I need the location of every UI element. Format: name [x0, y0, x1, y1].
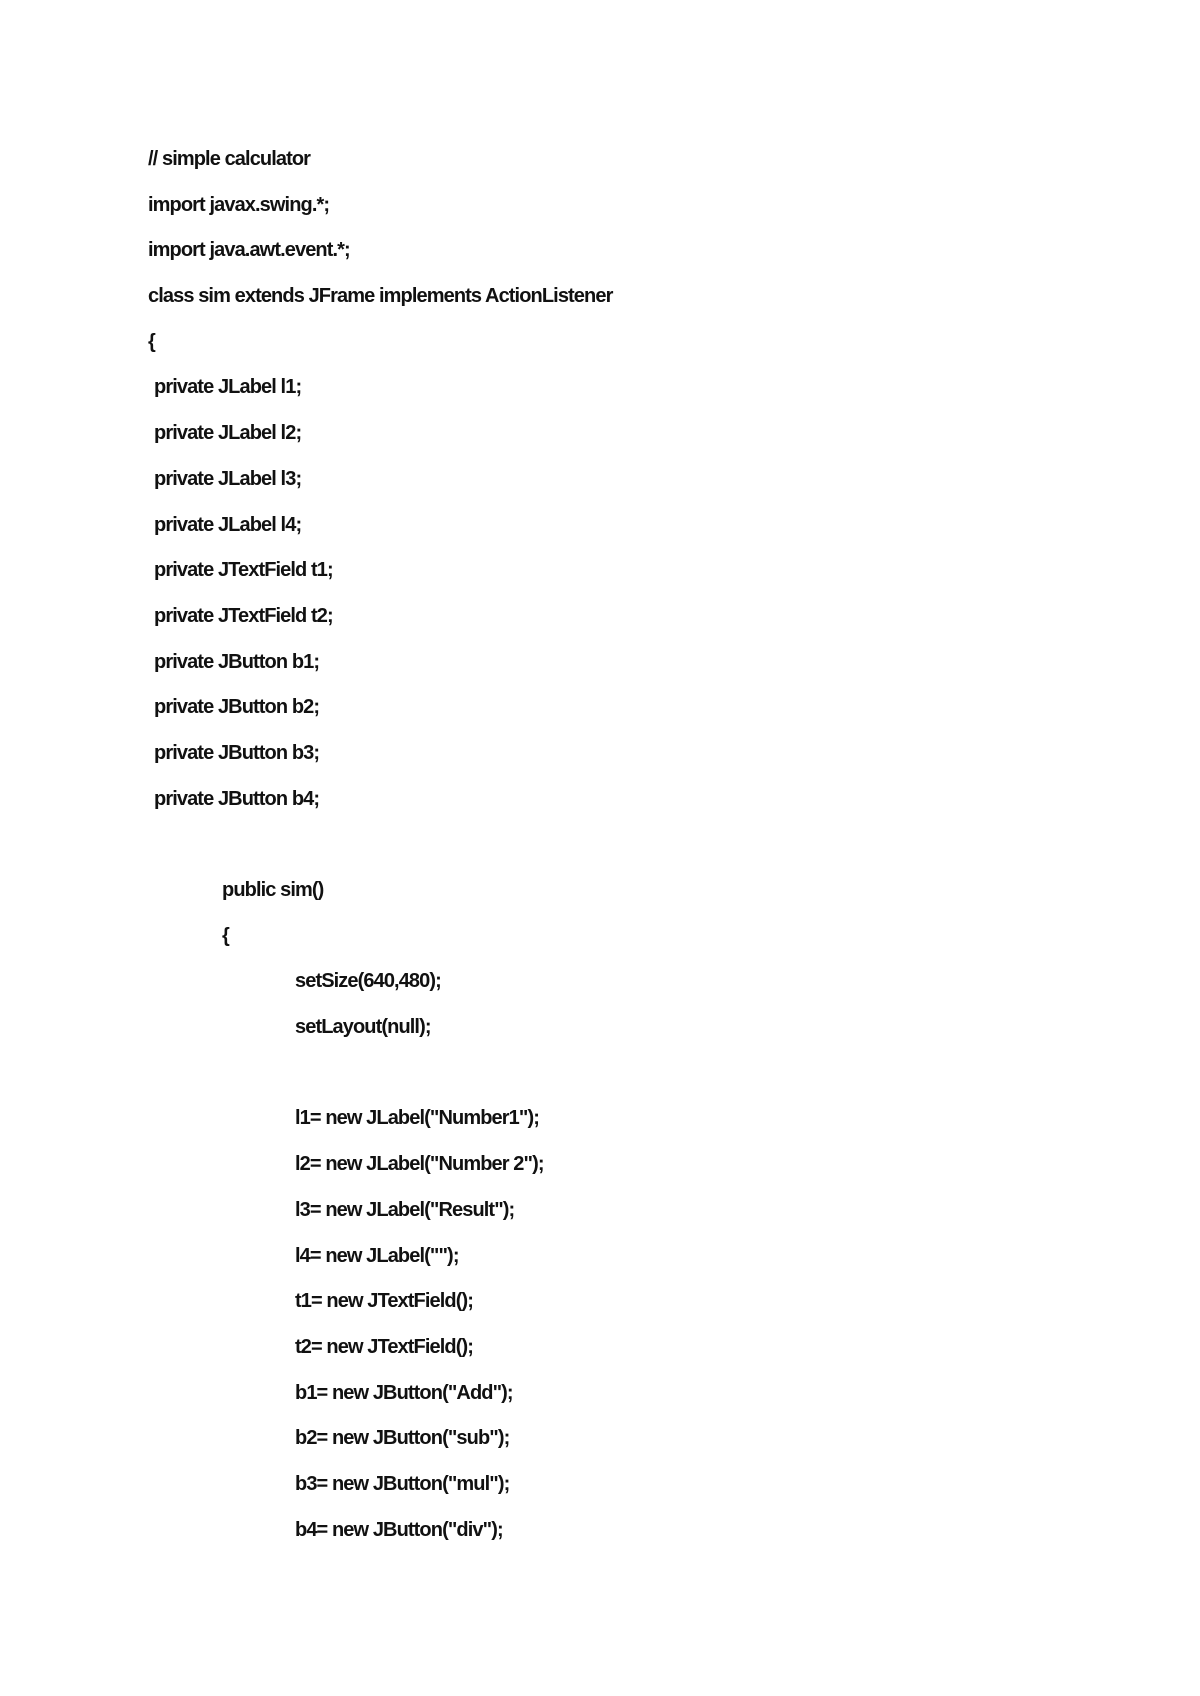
code-line: b3= new JButton("mul");	[295, 1472, 510, 1495]
code-line: setLayout(null);	[295, 1016, 431, 1039]
code-line: l1= new JLabel("Number1");	[295, 1107, 539, 1130]
code-line: import java.awt.event.*;	[148, 239, 350, 262]
blank-line	[148, 1060, 612, 1106]
code-line: private JLabel l1;	[154, 376, 302, 399]
code-line: l3= new JLabel("Result");	[295, 1198, 515, 1221]
code-line: t2= new JTextField();	[295, 1335, 473, 1358]
code-line: {	[148, 330, 155, 353]
code-line: private JButton b4;	[154, 787, 320, 810]
code-line: class sim extends JFrame implements ActionListener	[148, 285, 613, 308]
code-line: t1= new JTextField();	[295, 1290, 473, 1313]
code-line: public sim()	[222, 879, 324, 901]
code-line: private JButton b3;	[154, 741, 320, 764]
code-line: {	[222, 924, 229, 947]
code-line: // simple calculator	[148, 148, 311, 170]
code-line: private JLabel l2;	[154, 422, 302, 445]
code-line: setSize(640,480);	[295, 970, 441, 993]
code-line: private JButton b1;	[154, 650, 320, 673]
code-line: b2= new JButton("sub");	[295, 1427, 510, 1450]
code-line: l2= new JLabel("Number 2");	[295, 1153, 544, 1176]
code-line: b4= new JButton("div");	[295, 1518, 503, 1541]
code-line: b1= new JButton("Add");	[295, 1381, 513, 1404]
blank-line	[148, 831, 612, 877]
code-listing	[148, 146, 612, 1562]
code-line: private JLabel l3;	[154, 467, 302, 490]
code-line: private JButton b2;	[154, 696, 320, 719]
code-line: private JTextField t1;	[154, 559, 333, 582]
code-line: import javax.swing.*;	[148, 193, 330, 216]
code-line: private JLabel l4;	[154, 513, 302, 536]
code-line: private JTextField t2;	[154, 604, 333, 627]
code-line: l4= new JLabel("");	[295, 1244, 459, 1267]
